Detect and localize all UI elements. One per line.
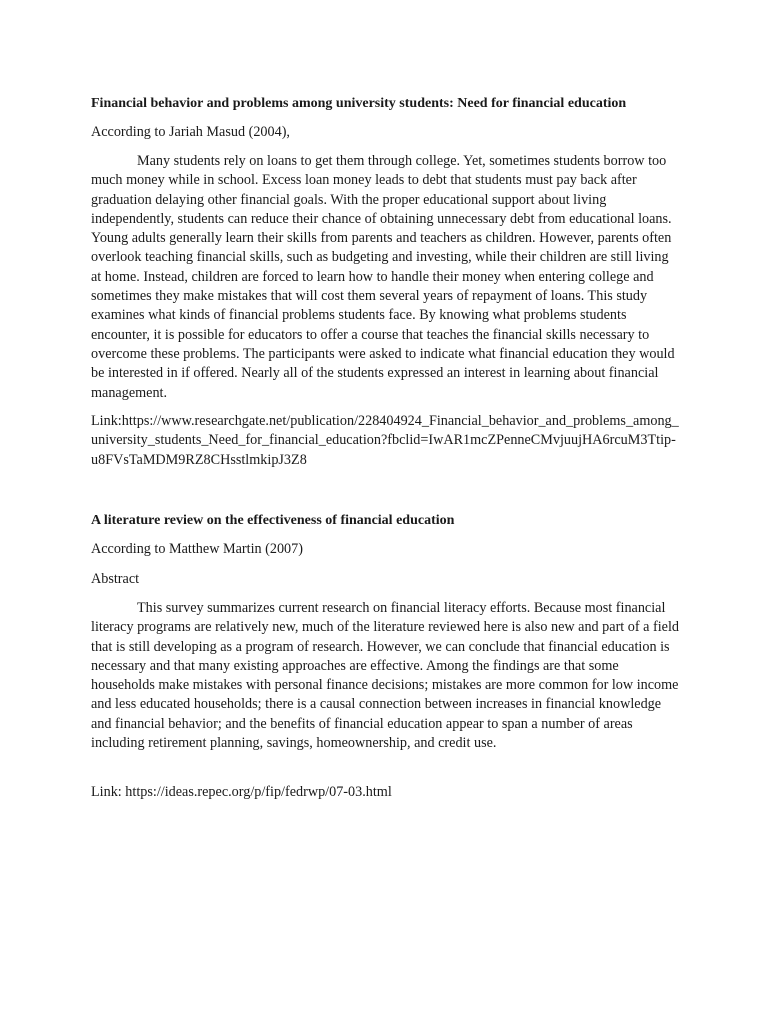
article-2-link [91, 783, 681, 802]
article-2-title: A literature review on the effectiveness of financial education [91, 513, 455, 528]
article-2-link-prefix: Link: [91, 784, 126, 800]
article-1-title: Financial behavior and problems among university students: Need for financial education [91, 96, 627, 111]
article-1-body: Many students rely on loans to get them through college. Yet, sometimes students borrow too much money while in school. Excess loan money leads to debt that students must pay back after graduation delaying other financial goals. With the proper educational support about living independently, students can reduce their chance of obtaining unnecessary debt from educational loans. Young adults generally learn their skills from parents and teachers as children. However, parents often overlook teaching financial skills, such as budgeting and investing, while their children are still living at home. Instead, children are forced to learn how to handle their money when entering college and sometimes they make mistakes that will cost them several years of repayment of loans. This study examines what kinds of financial problems students face. By knowing what problems students encounter, it is possible for educators to offer a course that teaches the financial skills necessary to overcome these problems. The participants were asked to indicate what financial education they would be interested in if offered. Nearly all of the students expressed an interest in learning about financial management. [91, 153, 675, 401]
article-2-body: This survey summarizes current research on financial literacy efforts. Because most financial literacy programs are relatively new, much of the literature reviewed here is also new and part of a field that is still developing as a program of research. However, we can conclude that financial education is necessary and that many existing approaches are effective. Among the findings are that some households make mistakes with personal finance decisions; mistakes are more common for low income and less educated households; there is a causal connection between increases in financial knowledge and financial behavior; and the benefits of financial education appear to span a number of areas including retirement planning, savings, homeownership, and credit use. [91, 600, 679, 752]
article-2-attribution: According to Matthew Martin (2007) [91, 541, 303, 557]
article-2-link-url[interactable]: https://ideas.repec.org/p/fip/fedrwp/07-03.html [125, 784, 392, 800]
article-1-attribution: According to Jariah Masud (2004), [91, 124, 290, 140]
article-2-abstract-label: Abstract [91, 571, 140, 587]
article-1-link [91, 412, 681, 470]
article-1-link-url[interactable]: https://www.researchgate.net/publication/228404924_Financial_behavior_and_problems_among_university_students_Need_for_financial_education?fbclid=IwAR1mcZPenneCMvjuujHA6rcuM3Ttip-u8FVsTaMDM9RZ8CHsstlmkipJ3Z8 [91, 413, 679, 468]
article-1-link-prefix: Link: [91, 413, 122, 429]
